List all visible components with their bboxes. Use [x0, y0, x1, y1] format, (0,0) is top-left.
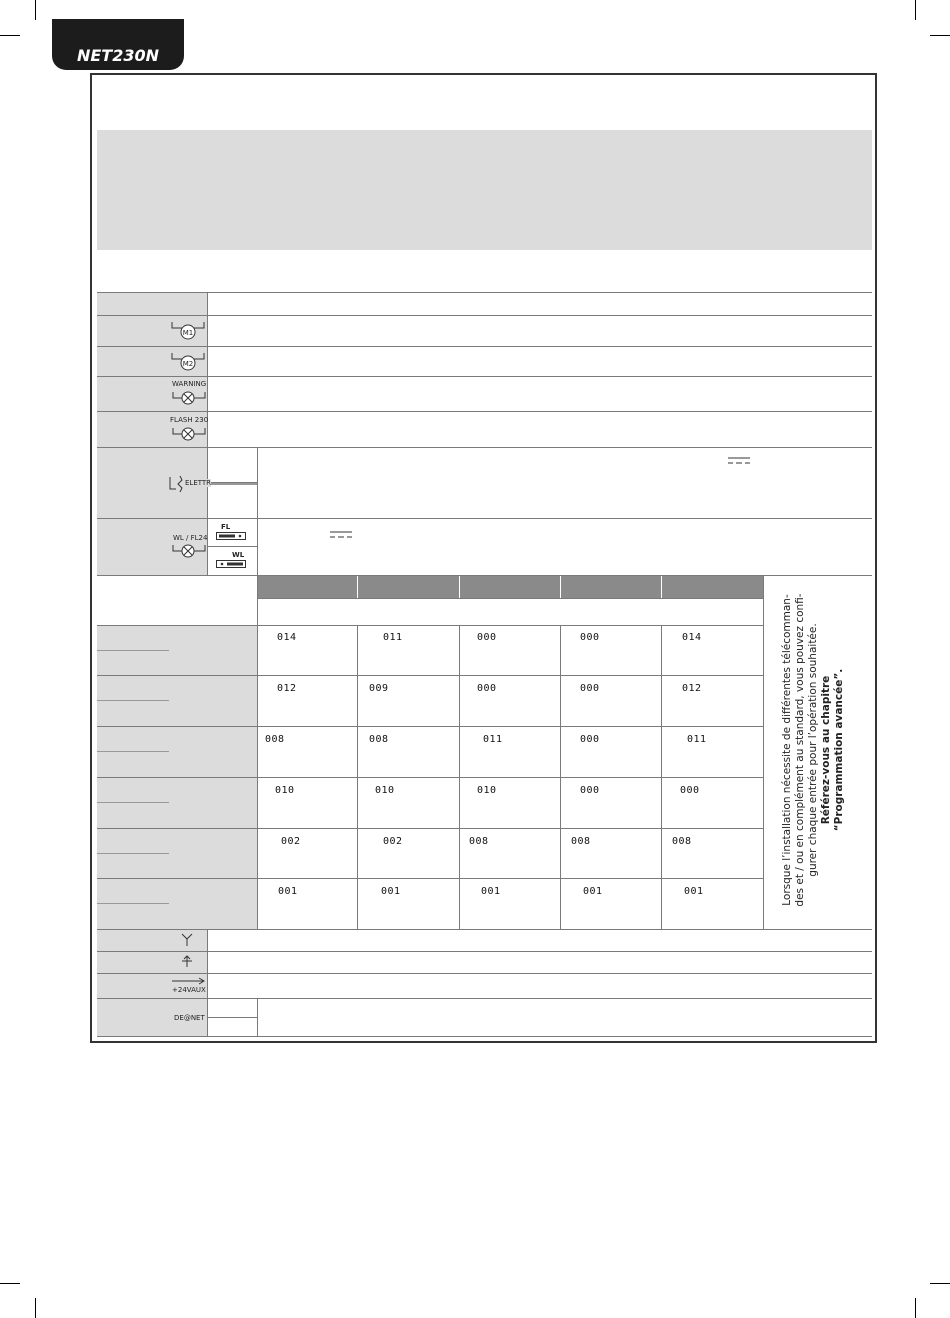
wl-fl24-label: WL / FL24: [173, 534, 208, 542]
table-value: 000: [580, 683, 600, 694]
table-rule: [357, 576, 358, 598]
table-value: 001: [481, 886, 501, 897]
flash-lamp-icon: [172, 426, 206, 442]
column-header: [258, 576, 357, 598]
table-rule: [661, 576, 662, 598]
warning-lamp-icon: [172, 390, 206, 406]
column-header: [358, 576, 459, 598]
table-value: 000: [477, 632, 497, 643]
table-value: 012: [682, 683, 702, 694]
table-value: 001: [278, 886, 298, 897]
side-note-reference: “Programmation avancée”.: [833, 668, 845, 832]
table-value: 014: [277, 632, 297, 643]
motor-m2-icon: [170, 349, 206, 373]
table-value: 002: [383, 836, 403, 847]
side-note-line: des et / ou en complément au standard, vous pouvez confi-: [794, 593, 806, 907]
flash-label: FLASH 230: [170, 416, 209, 424]
wl-jumper-label: WL: [232, 551, 245, 559]
table-rule: [97, 447, 872, 448]
table-value: 008: [369, 734, 389, 745]
table-rule: [97, 973, 872, 974]
table-rule: [763, 575, 764, 929]
motor-m1-label: M1: [182, 329, 194, 337]
crop-mark: [930, 35, 950, 36]
table-rule: [207, 929, 208, 1036]
table-value: 011: [687, 734, 707, 745]
table-rule: [459, 626, 460, 929]
table-value: 010: [477, 785, 497, 796]
motor-m1-icon: [170, 318, 206, 342]
table-value: 000: [580, 734, 600, 745]
crop-mark: [0, 35, 20, 36]
dc-symbol-icon: [330, 531, 352, 539]
table-rule: [257, 998, 258, 1036]
aux-label: +24VAUX: [172, 986, 206, 994]
side-note: [781, 580, 861, 920]
column-header: [662, 576, 763, 598]
label-underline: [97, 700, 169, 701]
table-value: 008: [469, 836, 489, 847]
table-rule: [357, 626, 358, 929]
table-rule: [97, 518, 872, 519]
table-rule: [97, 411, 872, 412]
fl-jumper-icon: [216, 532, 246, 540]
elettr-label: ELETTR: [185, 479, 212, 487]
aux-arrow-icon: [172, 977, 206, 985]
crop-mark: [930, 1283, 950, 1284]
table-rule: [207, 292, 208, 575]
table-value: 002: [281, 836, 301, 847]
table-rule: [97, 1036, 872, 1037]
label-underline: [97, 751, 169, 752]
crop-mark: [35, 0, 36, 20]
table-rule: [97, 998, 872, 999]
table-rule: [97, 929, 872, 930]
table-rule: [97, 625, 763, 626]
table-value: 010: [275, 785, 295, 796]
table-rule: [97, 376, 872, 377]
table-rule: [97, 292, 872, 293]
motor-m2-label: M2: [182, 360, 194, 368]
ground-icon: [181, 956, 193, 968]
table-rule: [97, 346, 872, 347]
side-note-line: Lorsque l’installation nécessite de différentes télécomman-: [781, 594, 793, 906]
table-rule: [97, 777, 763, 778]
table-value: 008: [265, 734, 285, 745]
row-label-cell: [97, 293, 207, 315]
crop-mark: [35, 1298, 36, 1318]
table-value: 000: [580, 785, 600, 796]
table-rule: [560, 626, 561, 929]
crop-mark: [0, 1283, 20, 1284]
table-value: 001: [381, 886, 401, 897]
denet-label: DE@NET: [174, 1014, 205, 1022]
label-underline: [97, 650, 169, 651]
table-value: 001: [684, 886, 704, 897]
table-rule: [257, 576, 258, 929]
table-value: 010: [375, 785, 395, 796]
table-rule: [97, 828, 763, 829]
table-value: 000: [477, 683, 497, 694]
wl-fl24-lamp-icon: [172, 543, 206, 559]
label-underline: [97, 903, 169, 904]
table-rule: [97, 951, 872, 952]
table-value: 000: [580, 632, 600, 643]
crop-mark: [915, 0, 916, 20]
dc-symbol-icon: [728, 457, 750, 465]
fl-jumper-label: FL: [221, 523, 231, 531]
table-value: 011: [383, 632, 403, 643]
intro-box: [97, 130, 872, 250]
table-rule: [207, 1017, 257, 1018]
side-note-line: gurer chaque entrée pour l’opération souhaitée.: [807, 623, 819, 877]
electric-lock-icon: [166, 474, 258, 494]
product-logo: NET230N: [52, 19, 184, 70]
table-rule: [207, 546, 257, 547]
table-rule: [459, 576, 460, 598]
crop-mark: [915, 1298, 916, 1318]
label-underline: [97, 802, 169, 803]
column-header: [561, 576, 661, 598]
table-value: 011: [483, 734, 503, 745]
label-underline: [97, 853, 169, 854]
table-value: 008: [571, 836, 591, 847]
table-rule: [560, 576, 561, 598]
side-note-reference: Référez-vous au chapitre: [820, 675, 832, 825]
table-rule: [257, 598, 763, 599]
table-value: 014: [682, 632, 702, 643]
table-value: 009: [369, 683, 389, 694]
table-rule: [257, 447, 258, 575]
wl-jumper-icon: [216, 560, 246, 568]
table-rule: [97, 726, 763, 727]
table-value: 001: [583, 886, 603, 897]
column-header: [460, 576, 560, 598]
table-value: 012: [277, 683, 297, 694]
table-value: 008: [672, 836, 692, 847]
table-rule: [97, 878, 763, 879]
table-rule: [661, 626, 662, 929]
table-rule: [97, 675, 763, 676]
antenna-icon: [181, 934, 193, 947]
table-value: 000: [680, 785, 700, 796]
table-rule: [97, 315, 872, 316]
warning-label: WARNING: [172, 380, 207, 388]
